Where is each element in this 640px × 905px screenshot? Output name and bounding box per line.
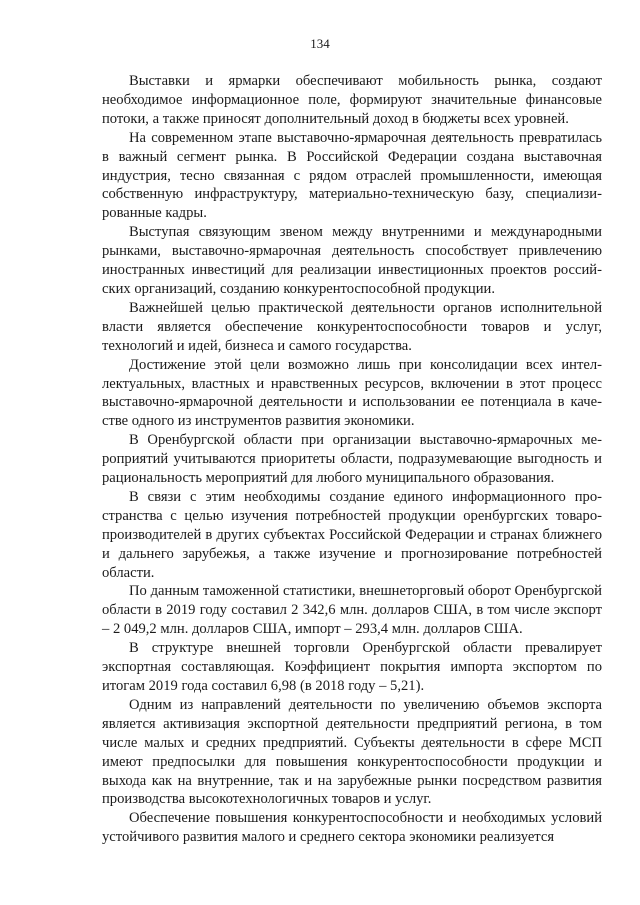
paragraph: В структуре внешней торговли Оренбургской области превалирует экспортная составляющая. Коэффициент покрытия импорта экспортом по итогам 2019 года составил 6,98 (в 2018 году – 5,21). — [102, 640, 602, 694]
paragraph: Важнейшей целью практической деятельности органов исполнительной власти является обеспечение конкурентоспособности товаров и услуг, технологий и идей, бизнеса и самого государства. — [102, 299, 602, 354]
paragraph: Обеспечение повышения конкурентоспособности и необходимых условий устойчивого развития малого и среднего сектора экономики реализуется — [102, 810, 602, 846]
paragraph: По данным таможенной статистики, внешнеторговый оборот Оренбургской области в 2019 году составил 2 342,6 млн. долларов США, в том числе экспорт – 2 049,2 млн. долларов США, импорт – 293,4 млн. долларов США. — [102, 583, 602, 638]
paragraph: В связи с этим необходимы создание единого информационного пространства с целью изучения потребностей продукции оренбургских товаропроизводителей в других субъектах Российской Федерации и странах ближнего и дальнего зарубежья, а также изучение и прогнозирование потребностей области. — [102, 488, 602, 581]
paragraph: В Оренбургской области при организации выставочно-ярмарочных мероприятий учитываются приоритеты области, подразумевающие выгодность и рациональность мероприятий для любого муниципального образования. — [102, 432, 602, 487]
paragraph: Выступая связующим звеном между внутренними и международными рынками, выставочно-ярмарочная деятельность способствует привлечению иностранных инвестиций для реализации инвестиционных проектов российских организаций, созданию конкурентоспособной продукции. — [102, 224, 602, 297]
paragraph: Достижение этой цели возможно лишь при консолидации всех интеллектуальных, властных и нравственных ресурсов, включении в этот процесс выставочно-ярмарочной деятельности и использовании ее потенциала в качестве одного из инструментов развития экономики. — [102, 356, 602, 430]
body-text — [102, 72, 602, 847]
paragraph: На современном этапе выставочно-ярмарочная деятельность превратилась в важный сегмент рынка. В Российской Федерации создана выставочная индустрия, тесно связанная с рядом отраслей промышленности, имеющая собственную инфраструктуру, материально-техническую базу, специализированные кадры. — [102, 129, 602, 222]
paragraph: Выставки и ярмарки обеспечивают мобильность рынка, создают необходимое информационное поле, формируют значительные финансовые потоки, а также приносят дополнительный доход в бюджеты всех уровней. — [102, 73, 602, 127]
paragraph: Одним из направлений деятельности по увеличению объемов экспорта является активизация экспортной деятельности предприятий региона, в том числе малых и средних предприятий. Субъекты деятельности в сфере МСП имеют предпосылки для повышения конкурентоспособности продукции и выхода как на внутренние, так и на зарубежные рынки посредством развития производства высокотехнологичных товаров и услуг. — [102, 696, 602, 808]
page-number: 134 — [310, 36, 330, 51]
